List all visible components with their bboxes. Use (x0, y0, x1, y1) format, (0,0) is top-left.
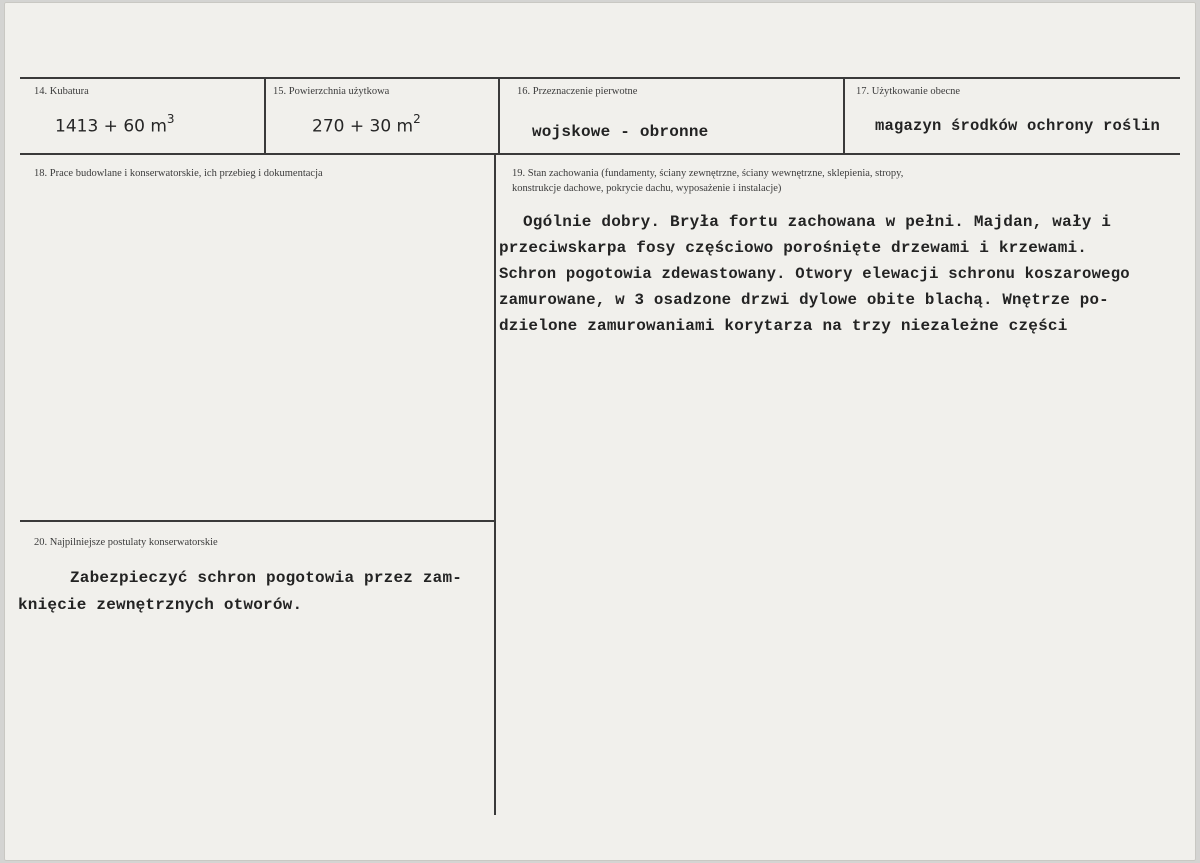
field-14-value (55, 114, 175, 137)
field-19-text-line: przeciwskarpa fosy częściowo porośnięte drzewami i krzewami. (499, 239, 1088, 257)
divider-15-16 (498, 79, 500, 153)
field-14-exponent: 3 (166, 112, 175, 126)
divider-14-15 (264, 79, 266, 153)
header-bottom-rule (20, 153, 1180, 155)
field-16-label: 16. Przeznaczenie pierwotne (517, 86, 638, 97)
field-17-value: magazyn środków ochrony roślin (875, 117, 1161, 135)
field-20-text-line: Zabezpieczyć schron pogotowia przez zam- (70, 569, 463, 587)
field-15-unit: m (396, 116, 414, 137)
field-16-value: wojskowe - obronne (532, 123, 709, 141)
field-14-number: 1413 + 60 (55, 116, 145, 137)
field-15-number: 270 + 30 (312, 116, 392, 137)
field-17-label: 17. Użytkowanie obecne (856, 86, 961, 97)
section-18-20-rule (20, 520, 495, 522)
field-19-label-line-2: konstrukcje dachowe, pokrycie dachu, wyposażenie i instalacje) (512, 183, 782, 194)
divider-16-17 (843, 79, 845, 153)
field-20-label: 20. Najpilniejsze postulaty konserwatorskie (34, 537, 218, 548)
field-19-text-line: Schron pogotowia zdewastowany. Otwory elewacji schronu koszarowego (499, 265, 1130, 283)
field-19-text-line: dzielone zamurowaniami korytarza na trzy niezależne części (499, 317, 1068, 335)
field-18-label: 18. Prace budowlane i konserwatorskie, ich przebieg i dokumentacja (34, 168, 323, 179)
field-14-unit: m (150, 116, 167, 137)
field-19-text-line: zamurowane, w 3 osadzone drzwi dylowe obite blachą. Wnętrze po- (499, 291, 1109, 309)
field-15-value (312, 114, 421, 137)
field-20-text-line: knięcie zewnętrznych otworów. (18, 596, 303, 614)
field-19-text-line: Ogólnie dobry. Bryła fortu zachowana w pełni. Majdan, wały i (523, 213, 1112, 231)
field-14-label: 14. Kubatura (34, 86, 89, 97)
main-column-divider (494, 155, 496, 815)
field-15-exponent: 2 (413, 112, 421, 126)
field-19-label-line-1: 19. Stan zachowania (fundamenty, ściany zewnętrzne, ściany wewnętrzne, sklepienia, stropy, (512, 168, 904, 179)
field-15-label: 15. Powierzchnia użytkowa (273, 86, 390, 97)
top-rule (20, 77, 1180, 79)
